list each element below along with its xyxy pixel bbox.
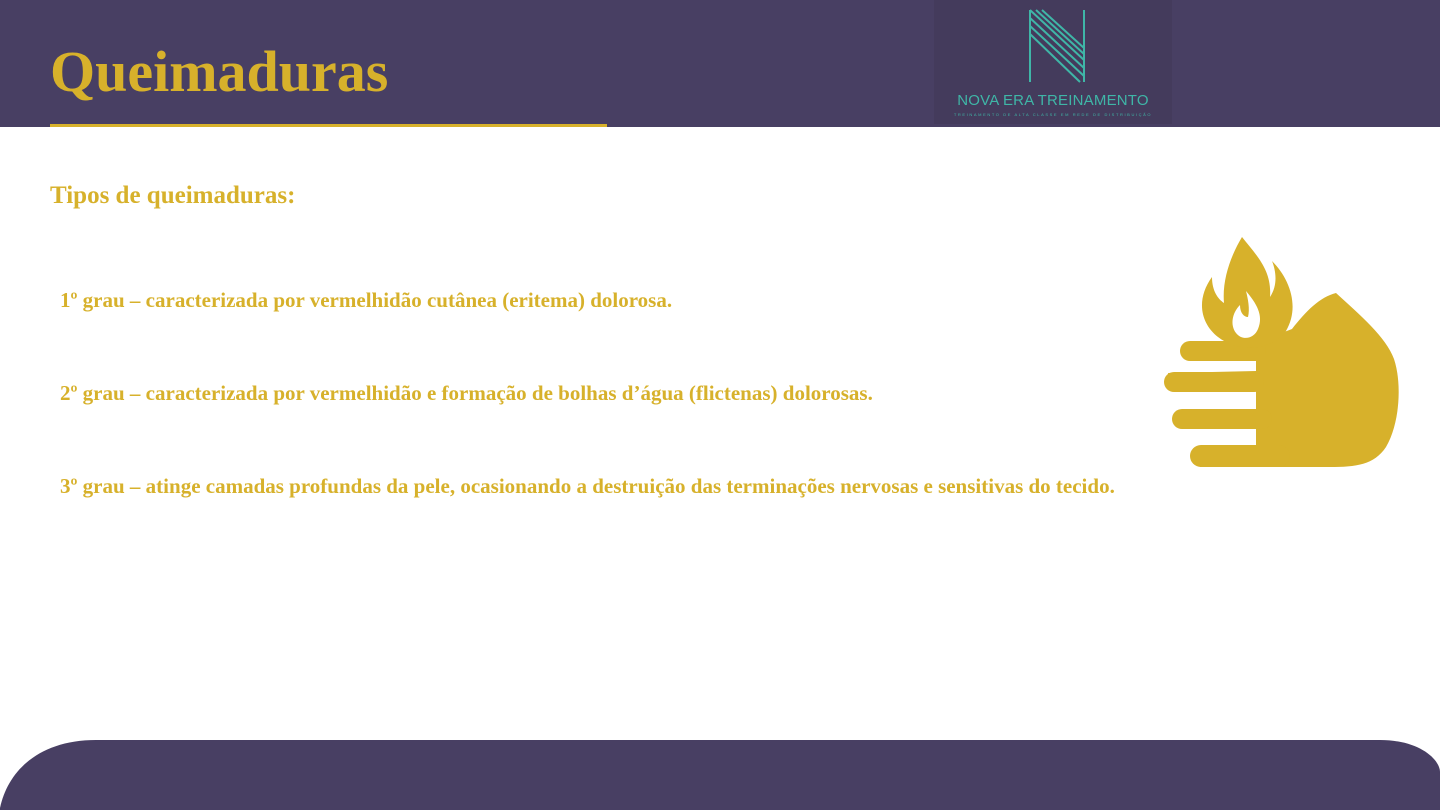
hand-with-flame-icon <box>1160 233 1405 473</box>
letter-n-logo-icon <box>1028 8 1086 84</box>
company-logo <box>934 0 1172 124</box>
slide-title: Queimaduras <box>50 39 389 104</box>
burn-type-third-degree: 3º grau – atinge camadas profundas da pele, ocasionando a destruição das terminações nervosas e sensitivas do tecido. <box>60 474 1115 498</box>
title-underline <box>50 124 607 127</box>
logo-tagline: TREINAMENTO DE ALTA CLASSE EM REDE DE DISTRIBUIÇÃO <box>953 112 1153 117</box>
burn-type-second-degree: 2º grau – caracterizada por vermelhidão e formação de bolhas d’água (flictenas) dolorosas. <box>60 381 873 405</box>
section-subtitle: Tipos de queimaduras: <box>50 182 296 209</box>
burn-type-first-degree: 1º grau – caracterizada por vermelhidão cutânea (eritema) dolorosa. <box>60 288 673 312</box>
slide-header <box>0 0 1440 127</box>
footer-bar <box>0 740 1440 810</box>
logo-name: NOVA ERA TREINAMENTO <box>957 92 1149 109</box>
